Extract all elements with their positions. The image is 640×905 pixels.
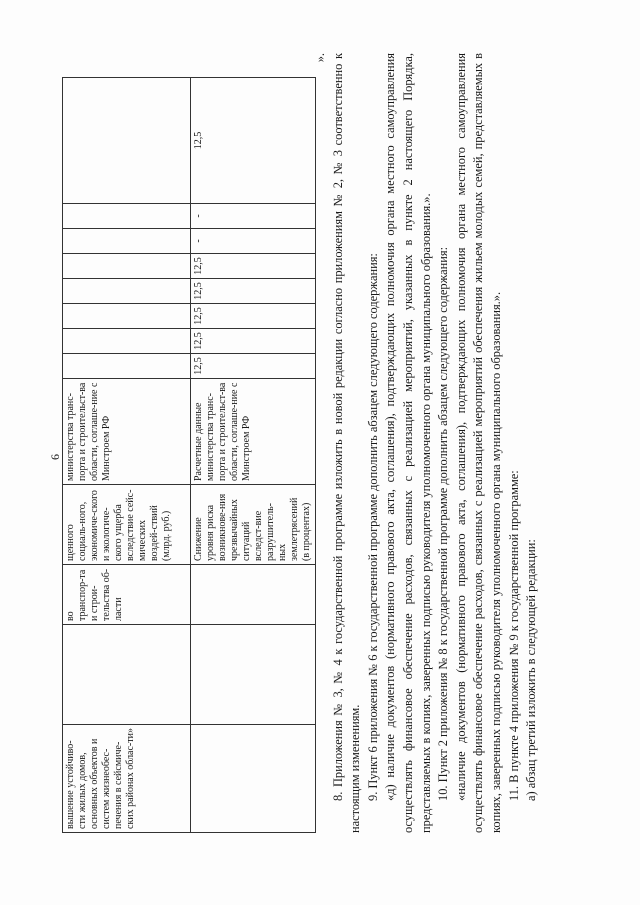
paragraph-item-8: 8. Приложения № 3, № 4 к государственной программе изложить в новой редакции согласно приложениям № 2, № 3 соответственно к настоящим изменениям. — [330, 53, 363, 833]
table-cell-executor: во транспор-та и строи-тельства об-ласти — [63, 565, 191, 625]
table-cell-value: 12,5 — [191, 78, 316, 204]
table-cell-value — [63, 204, 191, 229]
table-cell-value — [63, 229, 191, 254]
table-cell-value — [63, 304, 191, 329]
table-cell-executor — [191, 565, 316, 625]
table-cell-value — [63, 78, 191, 204]
paragraph-item-10-quote: «наличие документов (нормативного правового акта, соглашения), подтверждающих полномочия органа местного самоуправления осуществлять финансовое обеспечение расходов, связанных с реализацией мероприятий обеспечения жильем молодых семей, представляемых в копиях, заверенных подписью руководителя уполномоченного органа муниципального образования.». — [453, 53, 503, 833]
table-cell-source: министерства транс-порта и строительст-ва области, соглаше-ние с Минстроем РФ — [63, 379, 191, 485]
paragraph-item-9-quote: «д) наличие документов (нормативного правового акта, соглашения), подтверждающих полномочия органа местного самоуправления осуществлять финансовое обеспечение расходов, связанных с реализацией мероприятий, указанных в пункте 2 настоящего Порядка, представляемых в копиях, заверенных подписью руководителя уполномоченного органа муниципального образования.». — [383, 53, 433, 833]
table-cell-empty — [191, 625, 316, 725]
table-cell-value: 12,5 — [191, 254, 316, 279]
table-cell-source: Расчетные данные министерства транс-порта и строительст-ва области, соглаше-ние с Минстроем РФ — [191, 379, 316, 485]
table-row — [191, 78, 316, 833]
table-cell-empty — [63, 625, 191, 725]
document-body — [312, 53, 541, 833]
table-cell-target — [191, 725, 316, 833]
table-cell-indicator: Снижение уровня риска возникнове-ния чрезвычайных ситуаций вследст-вие разрушитель-ных землетрясений (в процентах) — [191, 485, 316, 565]
paragraph-item-10: 10. Пункт 2 приложения № 8 к государственной программе дополнить абзацем следующего содержания: — [436, 246, 451, 801]
table-cell-value: 12,5 — [191, 279, 316, 304]
table-cell-value — [63, 279, 191, 304]
paragraph-item-9: 9. Пункт 6 приложения № 6 к государственной программе дополнить абзацем следующего содержания: — [365, 253, 380, 801]
table-cell-value — [63, 354, 191, 379]
program-indicators-table — [62, 77, 316, 833]
table-cell-value: - — [191, 229, 316, 254]
table-cell-indicator: щенного социаль-ного, экономиче-ского и экологиче-ского ущерба вследствие сейс-мических воздей-ствий (млрд. руб.) — [63, 485, 191, 565]
paragraph-item-11: 11. В пункте 4 приложения № 9 к государственной программе: — [506, 470, 521, 801]
table-cell-value: - — [191, 204, 316, 229]
page-number: 6 — [48, 454, 62, 460]
table-cell-value — [63, 254, 191, 279]
paragraph-item-11a: а) абзац третий изложить в следующей редакции: — [524, 539, 539, 801]
table-cell-value: 12,5 — [191, 304, 316, 329]
table-cell-value: 12,5 — [191, 354, 316, 379]
table-cell-value — [63, 329, 191, 354]
table-cell-target: вышение устойчиво-сти жилых домов, основных объектов и систем жизнеобес-печения в сейсмиче-ских районах облас-ти» — [63, 725, 191, 833]
closing-quote: ». — [313, 53, 327, 63]
table-cell-value: 12,5 — [191, 329, 316, 354]
table-row — [63, 78, 191, 833]
